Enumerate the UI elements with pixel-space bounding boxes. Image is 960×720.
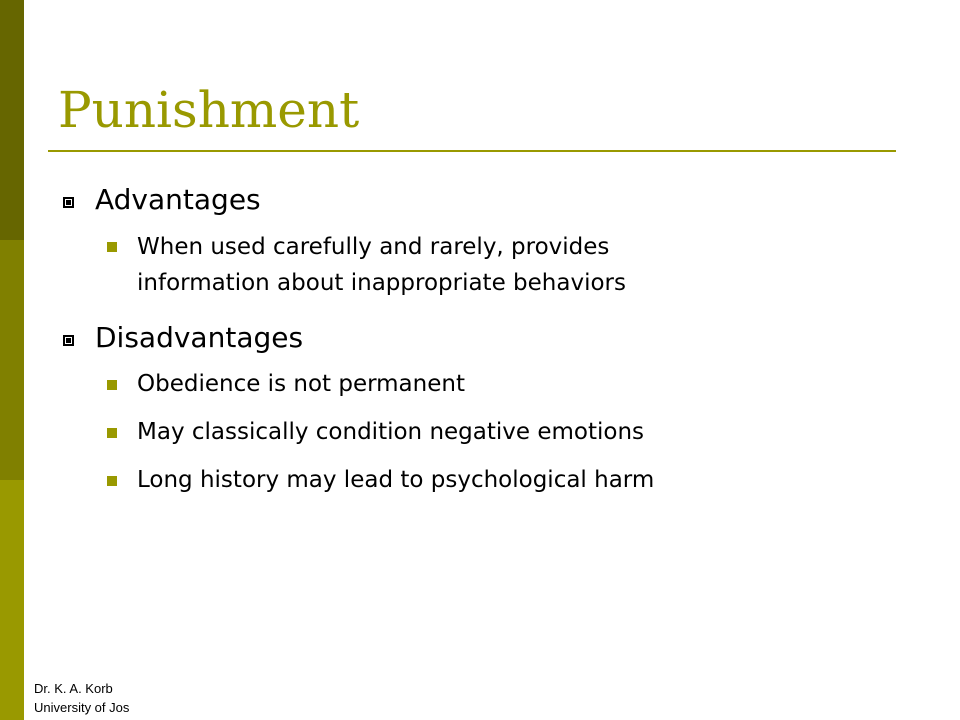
square-bullet-icon: [63, 197, 74, 208]
section-heading-disadvantages: Disadvantages: [95, 321, 304, 354]
bullet-line: May classically condition negative emotions: [137, 419, 645, 445]
bullet-line: Obedience is not permanent: [137, 371, 465, 397]
sub-bullet-icon: [107, 428, 117, 438]
slide-title: Punishment: [58, 81, 360, 139]
footer-author: Dr. K. A. Korb: [34, 681, 113, 696]
bullet-line: Long history may lead to psychological harm: [137, 467, 655, 493]
bullet-line: When used carefully and rarely, provides: [137, 234, 610, 260]
sub-bullet-icon: [107, 380, 117, 390]
bullet-line: information about inappropriate behaviors: [137, 270, 626, 296]
sub-bullet-icon: [107, 476, 117, 486]
section-heading-advantages: Advantages: [95, 183, 261, 216]
sub-bullet-icon: [107, 242, 117, 252]
footer-credit: [34, 679, 129, 717]
footer-institution: University of Jos: [34, 700, 130, 715]
square-bullet-icon: [63, 335, 74, 346]
